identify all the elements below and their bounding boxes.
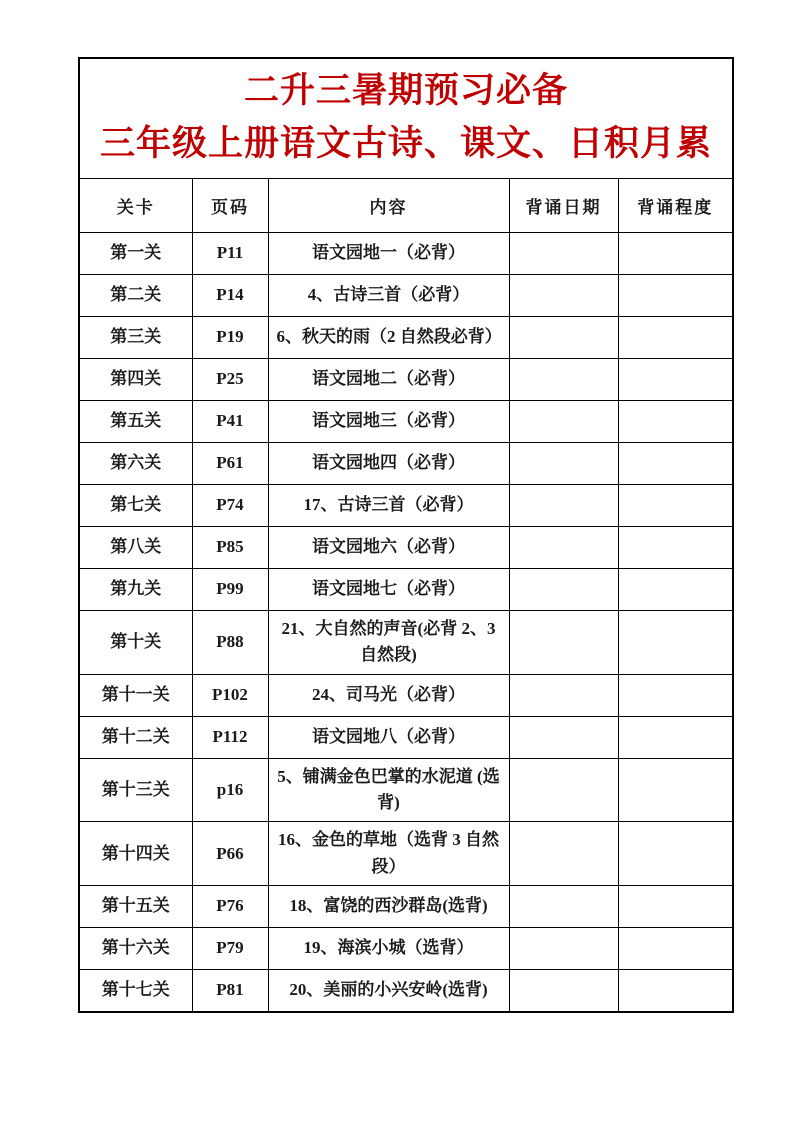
cell-date xyxy=(509,611,618,675)
cell-page: P41 xyxy=(192,401,268,443)
cell-page: P85 xyxy=(192,527,268,569)
cell-degree xyxy=(618,716,733,758)
cell-level: 第二关 xyxy=(79,275,192,317)
cell-page: P88 xyxy=(192,611,268,675)
cell-degree xyxy=(618,443,733,485)
table-row xyxy=(79,275,733,317)
cell-page: P66 xyxy=(192,822,268,886)
cell-degree xyxy=(618,317,733,359)
cell-page: P74 xyxy=(192,485,268,527)
cell-level: 第七关 xyxy=(79,485,192,527)
table-row xyxy=(79,822,733,886)
cell-level: 第十一关 xyxy=(79,674,192,716)
cell-content: 5、铺满金色巴掌的水泥道 (选背) xyxy=(268,758,509,822)
cell-degree xyxy=(618,928,733,970)
cell-degree xyxy=(618,611,733,675)
cell-content: 19、海滨小城（选背） xyxy=(268,928,509,970)
table-row xyxy=(79,359,733,401)
cell-page: P76 xyxy=(192,886,268,928)
cell-page: P25 xyxy=(192,359,268,401)
cell-date xyxy=(509,822,618,886)
cell-level: 第四关 xyxy=(79,359,192,401)
cell-level: 第十六关 xyxy=(79,928,192,970)
cell-degree xyxy=(618,401,733,443)
cell-date xyxy=(509,886,618,928)
cell-degree xyxy=(618,970,733,1012)
cell-level: 第六关 xyxy=(79,443,192,485)
cell-degree xyxy=(618,359,733,401)
title-line-1: 二升三暑期预习必备 xyxy=(244,71,569,110)
table-body xyxy=(79,233,733,1012)
cell-content: 21、大自然的声音(必背 2、3 自然段) xyxy=(268,611,509,675)
document-title xyxy=(79,58,733,179)
table-row xyxy=(79,674,733,716)
table-row xyxy=(79,758,733,822)
column-header-content: 内容 xyxy=(268,179,509,233)
cell-content: 语文园地七（必背） xyxy=(268,569,509,611)
cell-date xyxy=(509,970,618,1012)
table-row xyxy=(79,716,733,758)
cell-page: P61 xyxy=(192,443,268,485)
cell-date xyxy=(509,674,618,716)
title-line-2: 三年级上册语文古诗、课文、日积月累 xyxy=(100,124,713,163)
cell-level: 第一关 xyxy=(79,233,192,275)
table-row xyxy=(79,569,733,611)
cell-date xyxy=(509,401,618,443)
cell-degree xyxy=(618,822,733,886)
cell-content: 语文园地八（必背） xyxy=(268,716,509,758)
cell-level: 第十五关 xyxy=(79,886,192,928)
cell-content: 24、司马光（必背） xyxy=(268,674,509,716)
cell-content: 6、秋天的雨（2 自然段必背） xyxy=(268,317,509,359)
cell-content: 20、美丽的小兴安岭(选背) xyxy=(268,970,509,1012)
cell-page: P14 xyxy=(192,275,268,317)
table-row xyxy=(79,443,733,485)
column-header-date: 背诵日期 xyxy=(509,179,618,233)
cell-content: 18、富饶的西沙群岛(选背) xyxy=(268,886,509,928)
cell-page: P99 xyxy=(192,569,268,611)
cell-date xyxy=(509,569,618,611)
table-row xyxy=(79,527,733,569)
cell-content: 16、金色的草地（选背 3 自然段） xyxy=(268,822,509,886)
cell-content: 4、古诗三首（必背） xyxy=(268,275,509,317)
table-row xyxy=(79,317,733,359)
cell-degree xyxy=(618,485,733,527)
table-row xyxy=(79,401,733,443)
cell-degree xyxy=(618,233,733,275)
cell-content: 语文园地一（必背） xyxy=(268,233,509,275)
cell-date xyxy=(509,928,618,970)
cell-degree xyxy=(618,674,733,716)
cell-level: 第三关 xyxy=(79,317,192,359)
cell-content: 语文园地二（必背） xyxy=(268,359,509,401)
cell-level: 第十关 xyxy=(79,611,192,675)
cell-page: P102 xyxy=(192,674,268,716)
table-row xyxy=(79,928,733,970)
column-header-level: 关卡 xyxy=(79,179,192,233)
cell-degree xyxy=(618,758,733,822)
cell-date xyxy=(509,443,618,485)
column-header-page: 页码 xyxy=(192,179,268,233)
cell-page: P11 xyxy=(192,233,268,275)
cell-level: 第十二关 xyxy=(79,716,192,758)
cell-page: P19 xyxy=(192,317,268,359)
cell-level: 第九关 xyxy=(79,569,192,611)
table-row xyxy=(79,970,733,1012)
cell-date xyxy=(509,317,618,359)
cell-date xyxy=(509,485,618,527)
cell-date xyxy=(509,359,618,401)
cell-page: P112 xyxy=(192,716,268,758)
cell-level: 第十四关 xyxy=(79,822,192,886)
cell-page: P79 xyxy=(192,928,268,970)
table-row xyxy=(79,886,733,928)
cell-content: 语文园地六（必背） xyxy=(268,527,509,569)
cell-level: 第十三关 xyxy=(79,758,192,822)
cell-degree xyxy=(618,275,733,317)
table-row xyxy=(79,611,733,675)
cell-date xyxy=(509,527,618,569)
cell-page: P81 xyxy=(192,970,268,1012)
study-plan-table xyxy=(78,57,734,1013)
table-header-row xyxy=(79,179,733,233)
table-row xyxy=(79,233,733,275)
cell-degree xyxy=(618,886,733,928)
cell-content: 17、古诗三首（必背） xyxy=(268,485,509,527)
title-row xyxy=(79,58,733,179)
table-row xyxy=(79,485,733,527)
cell-date xyxy=(509,275,618,317)
cell-date xyxy=(509,716,618,758)
cell-level: 第五关 xyxy=(79,401,192,443)
cell-page: p16 xyxy=(192,758,268,822)
cell-degree xyxy=(618,527,733,569)
cell-date xyxy=(509,758,618,822)
cell-date xyxy=(509,233,618,275)
cell-degree xyxy=(618,569,733,611)
column-header-degree: 背诵程度 xyxy=(618,179,733,233)
cell-level: 第十七关 xyxy=(79,970,192,1012)
cell-content: 语文园地三（必背） xyxy=(268,401,509,443)
cell-level: 第八关 xyxy=(79,527,192,569)
cell-content: 语文园地四（必背） xyxy=(268,443,509,485)
